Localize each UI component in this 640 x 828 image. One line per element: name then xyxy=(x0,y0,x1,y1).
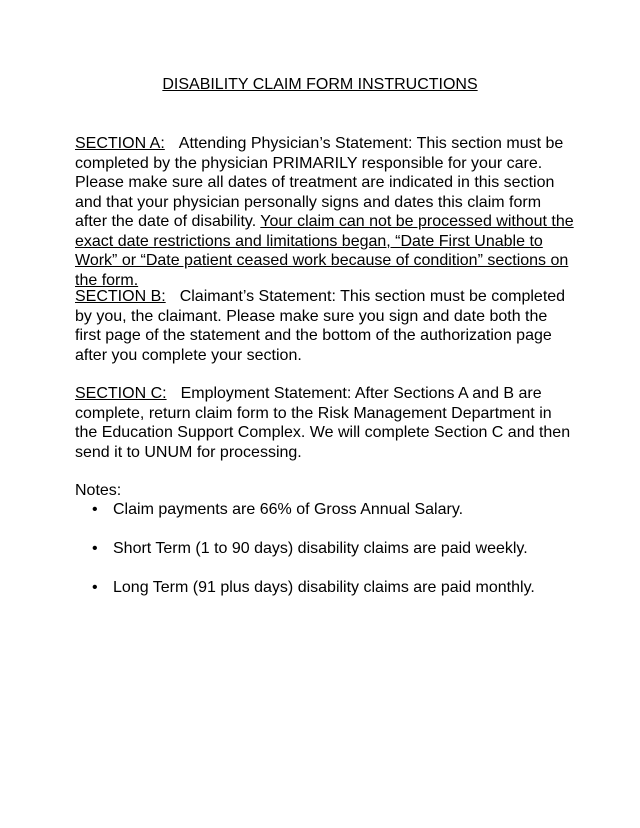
bullet-icon: • xyxy=(92,501,98,518)
notes-list xyxy=(92,500,535,617)
section-c-text: Employment Statement: After Sections A and B are complete, return claim form to the Risk Management Department in the Education Support Complex. We will complete Section C and then send it to UNUM for processing. xyxy=(75,385,571,461)
section-c xyxy=(75,384,575,462)
section-a xyxy=(75,134,575,290)
section-b-heading: SECTION B: xyxy=(75,288,166,305)
note-text: Claim payments are 66% of Gross Annual Salary. xyxy=(113,501,464,518)
section-b xyxy=(75,287,575,365)
list-item xyxy=(92,578,535,598)
bullet-icon: • xyxy=(92,579,98,596)
note-text: Long Term (91 plus days) disability claims are paid monthly. xyxy=(113,579,535,596)
note-text: Short Term (1 to 90 days) disability claims are paid weekly. xyxy=(113,540,528,557)
document-title: DISABILITY CLAIM FORM INSTRUCTIONS xyxy=(162,76,478,93)
section-b-text: Claimant’s Statement: This section must be completed by you, the claimant. Please make sure you sign and date both the first page of the statement and the bottom of the authorization page after you complete your section. xyxy=(75,288,566,364)
list-item xyxy=(92,500,535,520)
bullet-icon: • xyxy=(92,540,98,557)
notes-label: Notes: xyxy=(75,482,122,499)
section-c-heading: SECTION C: xyxy=(75,385,167,402)
section-a-text: Attending Physician’s Statement: This section must be completed by the physician PRIMARILY responsible for your care. Please make sure all dates of treatment are indicated in this section and that your physician personally signs and dates this claim form after the date of disability. xyxy=(75,135,564,230)
section-a-heading: SECTION A: xyxy=(75,135,165,152)
list-item xyxy=(92,539,535,559)
section-a-underlined-text: Your claim can not be processed without the exact date restrictions and limitations began, “Date First Unable to Work” or “Date patient ceased work because of condition” sections on the form. xyxy=(75,213,574,289)
